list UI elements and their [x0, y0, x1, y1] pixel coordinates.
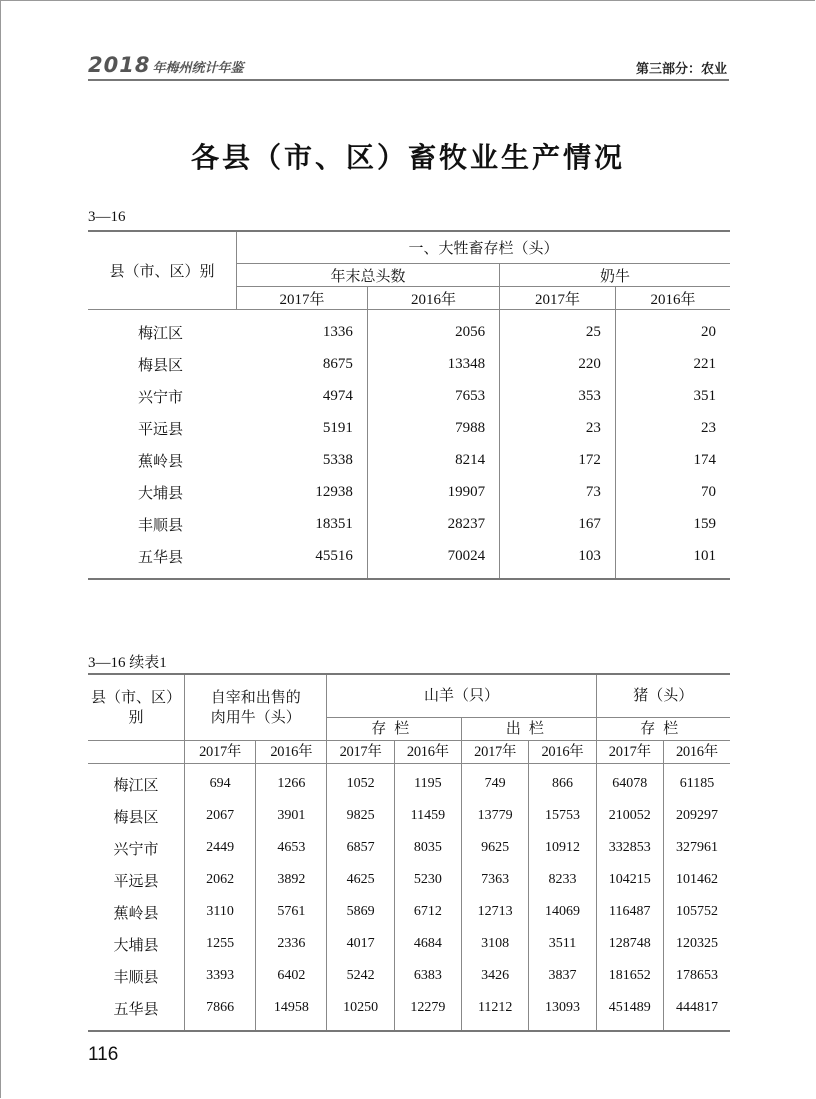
table-cell: 1266 — [256, 764, 327, 801]
table-row — [88, 412, 730, 444]
sub-header-dairy: 奶牛 — [500, 264, 730, 287]
table-cell: 3901 — [256, 800, 327, 832]
table-cell: 18351 — [237, 508, 368, 540]
table-cell: 4625 — [327, 864, 394, 896]
table-cell: 5242 — [327, 960, 394, 992]
table-cell: 1195 — [394, 764, 461, 801]
table-row — [88, 864, 730, 896]
year-header: 2017年 — [500, 287, 616, 310]
row-header-line2: 别 — [128, 709, 144, 726]
table-cell: 332853 — [596, 832, 663, 864]
table-cell: 13779 — [462, 800, 529, 832]
table-cell: 444817 — [663, 992, 730, 1031]
table-cell: 5191 — [237, 412, 368, 444]
table-cell: 694 — [185, 764, 256, 801]
table-cell: 11212 — [462, 992, 529, 1031]
row-header: 县（市、区）别 — [88, 231, 237, 310]
row-header — [88, 674, 185, 741]
table-cell: 14069 — [529, 896, 596, 928]
table-row — [88, 476, 730, 508]
running-header — [88, 55, 729, 81]
region-name: 五华县 — [88, 992, 185, 1031]
table-cell: 220 — [500, 348, 616, 380]
region-name: 兴宁市 — [138, 389, 184, 406]
table-row — [88, 800, 730, 832]
table-cell: 178653 — [675, 968, 718, 983]
table-cell: 10912 — [529, 832, 596, 864]
region-name: 丰顺县 — [138, 517, 184, 534]
region-name: 蕉岭县 — [88, 896, 185, 928]
table-cell: 327961 — [675, 840, 718, 855]
year-header: 2017年 — [237, 287, 368, 310]
table-cell: 3426 — [462, 960, 529, 992]
table-cell: 23 — [500, 412, 616, 444]
table-row — [88, 764, 730, 801]
table-cell: 3837 — [529, 960, 596, 992]
table-cell: 210052 — [596, 800, 663, 832]
table-cell: 2449 — [185, 832, 256, 864]
table2-id: 3—16 续表1 — [88, 655, 167, 671]
table1-id: 3—16 — [88, 209, 126, 225]
region-name: 丰顺县 — [88, 960, 185, 992]
sub-header-goat-stock: 存栏 — [327, 718, 462, 741]
year-header: 2016年 — [394, 741, 461, 764]
table-cell: 4653 — [256, 832, 327, 864]
table-cell: 70024 — [367, 540, 499, 579]
table-cell: 5338 — [237, 444, 368, 476]
year-header: 2016年 — [367, 287, 499, 310]
region-name: 平远县 — [138, 421, 184, 438]
table-cell: 6402 — [256, 960, 327, 992]
sub-header-total: 年末总头数 — [237, 264, 500, 287]
table-row — [88, 444, 730, 476]
region-name: 梅江区 — [138, 325, 184, 342]
section-label: 第三部分：农业 — [635, 62, 727, 77]
table-cell: 181652 — [596, 960, 663, 992]
livestock-table-continued — [88, 673, 730, 1032]
table-cell: 451489 — [596, 992, 663, 1031]
beef-header-line2: 肉用牛（头） — [210, 709, 301, 726]
table-cell: 174 — [693, 451, 716, 468]
table-cell: 3393 — [185, 960, 256, 992]
sub-header-goat-slaughter: 出栏 — [462, 718, 597, 741]
table-cell: 2067 — [185, 800, 256, 832]
table-cell: 8035 — [394, 832, 461, 864]
table-cell: 3108 — [462, 928, 529, 960]
table-cell: 19907 — [367, 476, 499, 508]
table-cell: 70 — [701, 483, 716, 500]
table-cell: 14958 — [256, 992, 327, 1031]
table-cell: 120325 — [675, 936, 718, 951]
table-cell: 5869 — [327, 896, 394, 928]
region-name: 平远县 — [88, 864, 185, 896]
beef-header-line1: 自宰和出售的 — [210, 689, 301, 706]
table-cell: 64078 — [596, 764, 663, 801]
table-cell: 351 — [693, 387, 716, 404]
table-cell: 172 — [500, 444, 616, 476]
table-cell: 749 — [462, 764, 529, 801]
page-number: 116 — [88, 1044, 119, 1065]
table-cell: 1255 — [185, 928, 256, 960]
table-cell: 11459 — [394, 800, 461, 832]
table-cell: 7988 — [367, 412, 499, 444]
year-header: 2017年 — [185, 741, 256, 764]
table-cell: 15753 — [529, 800, 596, 832]
table-cell: 1052 — [327, 764, 394, 801]
table-cell: 20 — [701, 323, 716, 340]
table-cell: 866 — [529, 764, 596, 801]
table-cell: 5761 — [256, 896, 327, 928]
table-cell: 6857 — [327, 832, 394, 864]
group-header: 一、大牲畜存栏（头） — [237, 231, 731, 264]
table-cell: 12938 — [237, 476, 368, 508]
table-cell: 2062 — [185, 864, 256, 896]
table-cell: 101462 — [675, 872, 718, 887]
year-header: 2017年 — [462, 741, 529, 764]
book-name: 年梅州统计年鉴 — [152, 61, 244, 76]
region-name: 蕉岭县 — [138, 453, 184, 470]
table-cell: 13093 — [529, 992, 596, 1031]
table-row — [88, 992, 730, 1031]
table-cell: 7866 — [185, 992, 256, 1031]
table-cell: 12713 — [462, 896, 529, 928]
year-header: 2016年 — [256, 741, 327, 764]
table-cell: 128748 — [596, 928, 663, 960]
table-cell: 209297 — [675, 808, 718, 823]
table-cell: 28237 — [367, 508, 499, 540]
table-cell: 9625 — [462, 832, 529, 864]
table-row — [88, 928, 730, 960]
region-name: 梅县区 — [88, 800, 185, 832]
table-cell: 2056 — [367, 310, 499, 349]
table-row — [88, 310, 730, 349]
table-cell: 45516 — [237, 540, 368, 579]
table-row — [88, 540, 730, 579]
table-cell: 2336 — [256, 928, 327, 960]
region-name: 梅江区 — [88, 764, 185, 801]
year-header: 2016年 — [615, 287, 730, 310]
table-cell: 9825 — [327, 800, 394, 832]
table-cell: 10250 — [327, 992, 394, 1031]
table-row — [88, 380, 730, 412]
table-cell: 23 — [701, 419, 716, 436]
table-row — [88, 348, 730, 380]
row-header-spacer — [88, 741, 185, 764]
row-header-line1: 县（市、区） — [90, 689, 181, 706]
table-cell: 103 — [500, 540, 616, 579]
region-name: 五华县 — [88, 540, 237, 579]
table-cell: 104215 — [596, 864, 663, 896]
table-cell: 4684 — [394, 928, 461, 960]
book-title — [88, 55, 243, 76]
table-cell: 13348 — [367, 348, 499, 380]
pig-header: 猪（头） — [596, 674, 730, 718]
table-cell: 159 — [693, 515, 716, 532]
table-cell: 1336 — [237, 310, 368, 349]
table-row — [88, 832, 730, 864]
livestock-table — [88, 230, 730, 580]
table-cell: 12279 — [394, 992, 461, 1031]
table-cell: 116487 — [596, 896, 663, 928]
table-cell: 7653 — [367, 380, 499, 412]
table-cell: 8214 — [367, 444, 499, 476]
table-cell: 8233 — [529, 864, 596, 896]
table-cell: 73 — [500, 476, 616, 508]
table-row — [88, 508, 730, 540]
year-header: 2016年 — [529, 741, 596, 764]
table-cell: 6383 — [394, 960, 461, 992]
table-cell: 353 — [500, 380, 616, 412]
book-year: 2018 — [88, 53, 151, 77]
year-header: 2017年 — [327, 741, 394, 764]
table-row — [88, 960, 730, 992]
table-cell: 6712 — [394, 896, 461, 928]
page-title: 各县（市、区）畜牧业生产情况 — [190, 141, 625, 174]
table-cell: 221 — [693, 355, 716, 372]
table-cell: 3511 — [529, 928, 596, 960]
table-cell: 101 — [615, 540, 730, 579]
table-cell: 4974 — [237, 380, 368, 412]
table-cell: 167 — [500, 508, 616, 540]
goat-header: 山羊（只） — [327, 674, 596, 718]
table-cell: 3892 — [256, 864, 327, 896]
table-cell: 61185 — [679, 776, 715, 791]
year-header: 2016年 — [663, 741, 730, 764]
table-row — [88, 896, 730, 928]
table-cell: 4017 — [327, 928, 394, 960]
region-name: 梅县区 — [138, 357, 184, 374]
region-name: 大埔县 — [88, 928, 185, 960]
table-cell: 3110 — [185, 896, 256, 928]
year-header: 2017年 — [596, 741, 663, 764]
table-cell: 7363 — [462, 864, 529, 896]
sub-header-pig-stock: 存栏 — [596, 718, 730, 741]
table-cell: 25 — [500, 310, 616, 349]
table-cell: 8675 — [237, 348, 368, 380]
region-name: 兴宁市 — [88, 832, 185, 864]
table-cell: 105752 — [675, 904, 718, 919]
table-cell: 5230 — [394, 864, 461, 896]
beef-header — [185, 674, 327, 741]
region-name: 大埔县 — [138, 485, 184, 502]
